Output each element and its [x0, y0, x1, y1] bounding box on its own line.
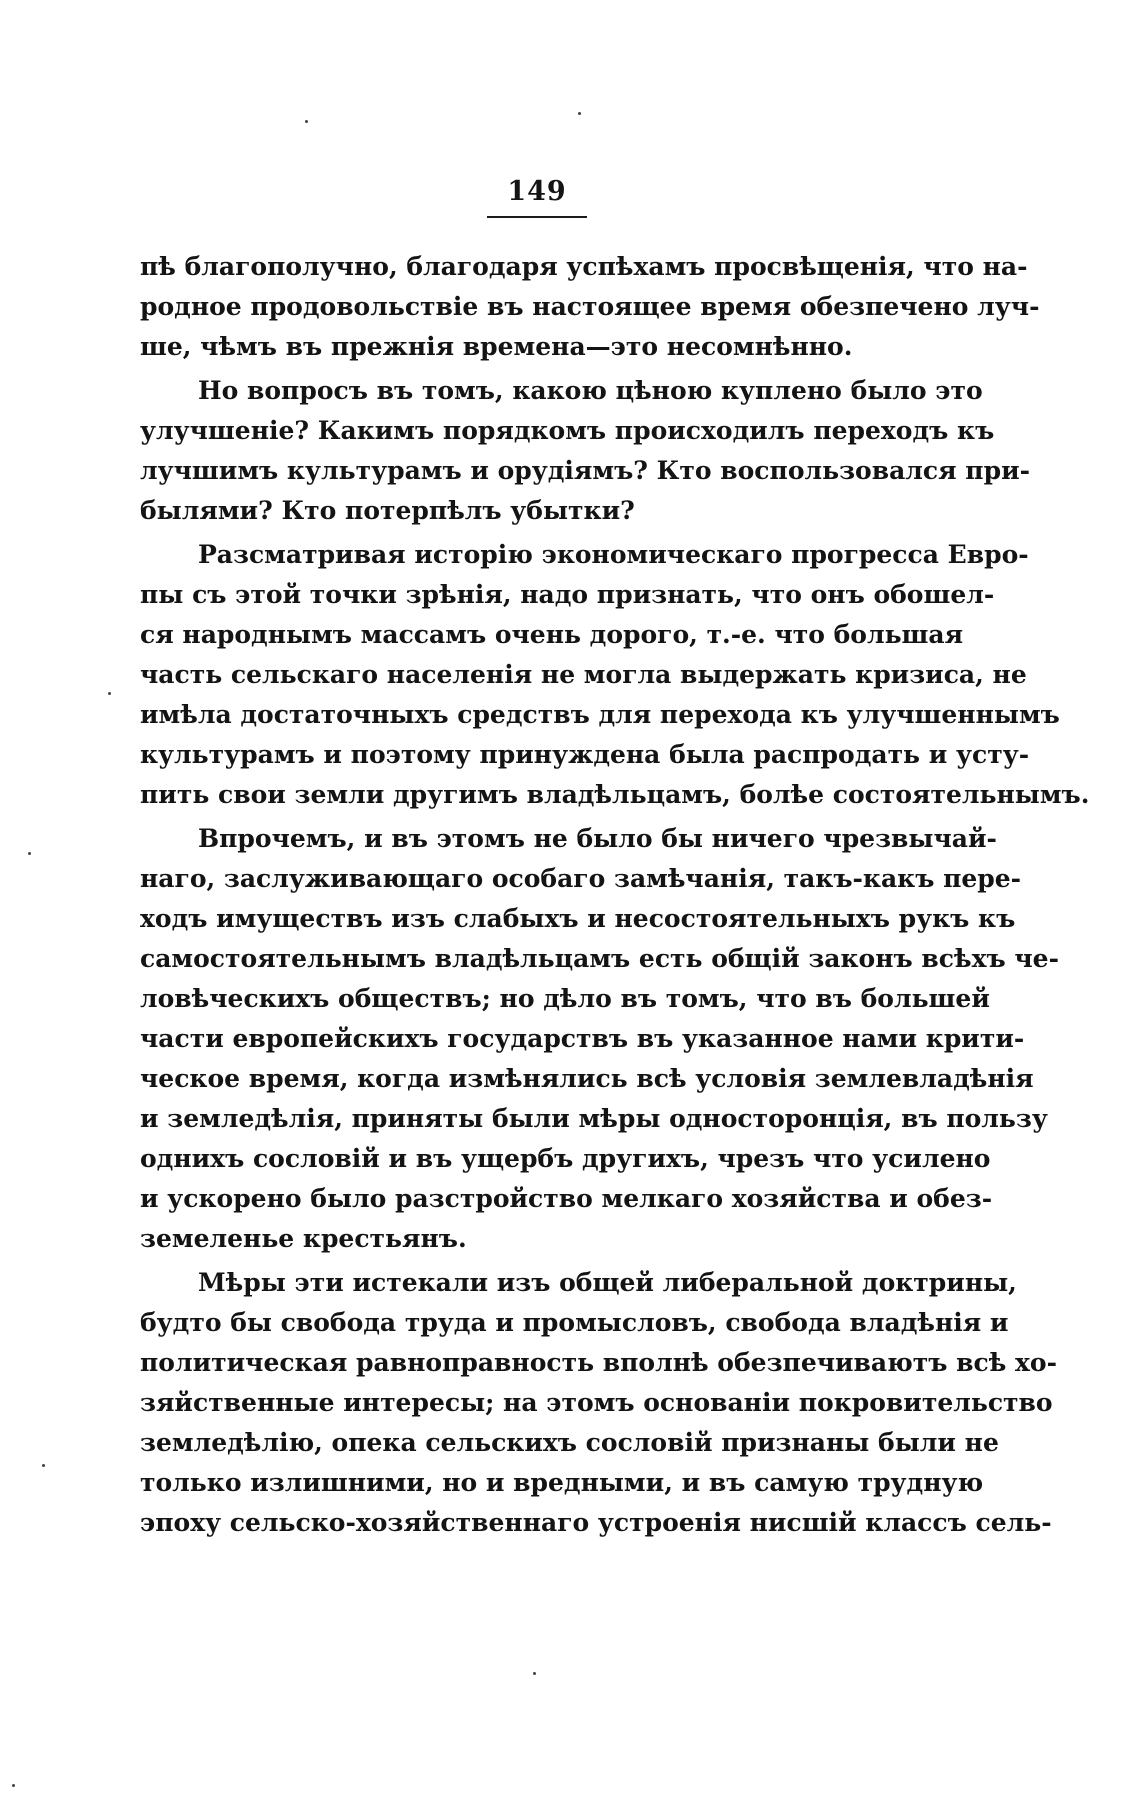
text-line: культурамъ и поэтому принуждена была распродать и усту-	[140, 740, 1030, 769]
text-line: земледѣлію, опека сельскихъ сословій признаны были не	[140, 1428, 999, 1457]
text-line: пить свои земли другимъ владѣльцамъ, болѣе состоятельнымъ.	[140, 780, 1090, 809]
page-number-rule	[487, 216, 587, 218]
text-line: родное продовольствіе въ настоящее время обезпечено луч-	[140, 292, 1040, 321]
text-line: ся народнымъ массамъ очень дорого, т.-е. что большая	[140, 620, 964, 649]
text-line: былями? Кто потерпѣлъ убытки?	[140, 496, 635, 525]
text-line: и земледѣлія, приняты были мѣры односторонція, въ пользу	[140, 1104, 1048, 1133]
text-line: эпоху сельско-хозяйственнаго устроенія нисшій классъ сель-	[140, 1508, 1052, 1537]
text-line: и ускорено было разстройство мелкаго хозяйства и обез-	[140, 1184, 993, 1213]
paragraph	[140, 1263, 1057, 1543]
scan-speck	[578, 112, 581, 115]
text-line: Но вопросъ въ томъ, какою цѣною куплено было это	[198, 376, 983, 405]
text-line: только излишними, но и вредными, и въ самую трудную	[140, 1468, 984, 1497]
text-line: лучшимъ культурамъ и орудіямъ? Кто воспользовался при-	[140, 456, 1031, 485]
scan-speck	[108, 692, 111, 695]
text-line: пы съ этой точки зрѣнія, надо признать, что онъ обошел-	[140, 580, 995, 609]
scan-speck	[12, 1784, 15, 1787]
body-text	[140, 247, 1090, 1543]
text-line: ческое время, когда измѣнялись всѣ условія землевладѣнія	[140, 1064, 1034, 1093]
text-line: имѣла достаточныхъ средствъ для перехода къ улучшеннымъ	[140, 700, 1060, 729]
scan-speck	[305, 120, 308, 123]
page-number: 149	[507, 176, 567, 207]
paragraph	[140, 247, 1040, 367]
text-line: пѣ благополучно, благодаря успѣхамъ просвѣщенія, что на-	[140, 252, 1028, 281]
paragraph	[140, 371, 1031, 531]
text-line: зяйственные интересы; на этомъ основаніи покровительство	[140, 1388, 1053, 1417]
text-line: часть сельскаго населенія не могла выдержать кризиса, не	[140, 660, 1027, 689]
text-line: самостоятельнымъ владѣльцамъ есть общій законъ всѣхъ че-	[140, 944, 1059, 973]
paragraph	[140, 819, 1059, 1259]
text-line: Разсматривая исторію экономическаго прогресса Евро-	[198, 540, 1029, 569]
scan-speck	[42, 1464, 45, 1467]
text-line: будто бы свобода труда и промысловъ, свобода владѣнія и	[140, 1308, 1009, 1337]
text-line: ловѣческихъ обществъ; но дѣло въ томъ, что въ большей	[140, 984, 990, 1013]
text-line: ходъ имуществъ изъ слабыхъ и несостоятельныхъ рукъ къ	[140, 904, 1016, 933]
scan-speck	[28, 852, 31, 855]
text-line: наго, заслуживающаго особаго замѣчанія, такъ-какъ пере-	[140, 864, 1022, 893]
scan-speck	[533, 1672, 536, 1675]
text-line: ше, чѣмъ въ прежнія времена—это несомнѣнно.	[140, 332, 853, 361]
text-line: земеленье крестьянъ.	[140, 1224, 467, 1253]
text-line: однихъ сословій и въ ущербъ другихъ, чрезъ что усилено	[140, 1144, 991, 1173]
paragraph	[140, 535, 1090, 815]
text-line: улучшеніе? Какимъ порядкомъ происходилъ переходъ къ	[140, 416, 995, 445]
text-line: Впрочемъ, и въ этомъ не было бы ничего чрезвычай-	[198, 824, 997, 853]
text-line: Мѣры эти истекали изъ общей либеральной доктрины,	[198, 1268, 1017, 1297]
text-line: политическая равноправность вполнѣ обезпечиваютъ всѣ хо-	[140, 1348, 1057, 1377]
text-line: части европейскихъ государствъ въ указанное нами крити-	[140, 1024, 1025, 1053]
